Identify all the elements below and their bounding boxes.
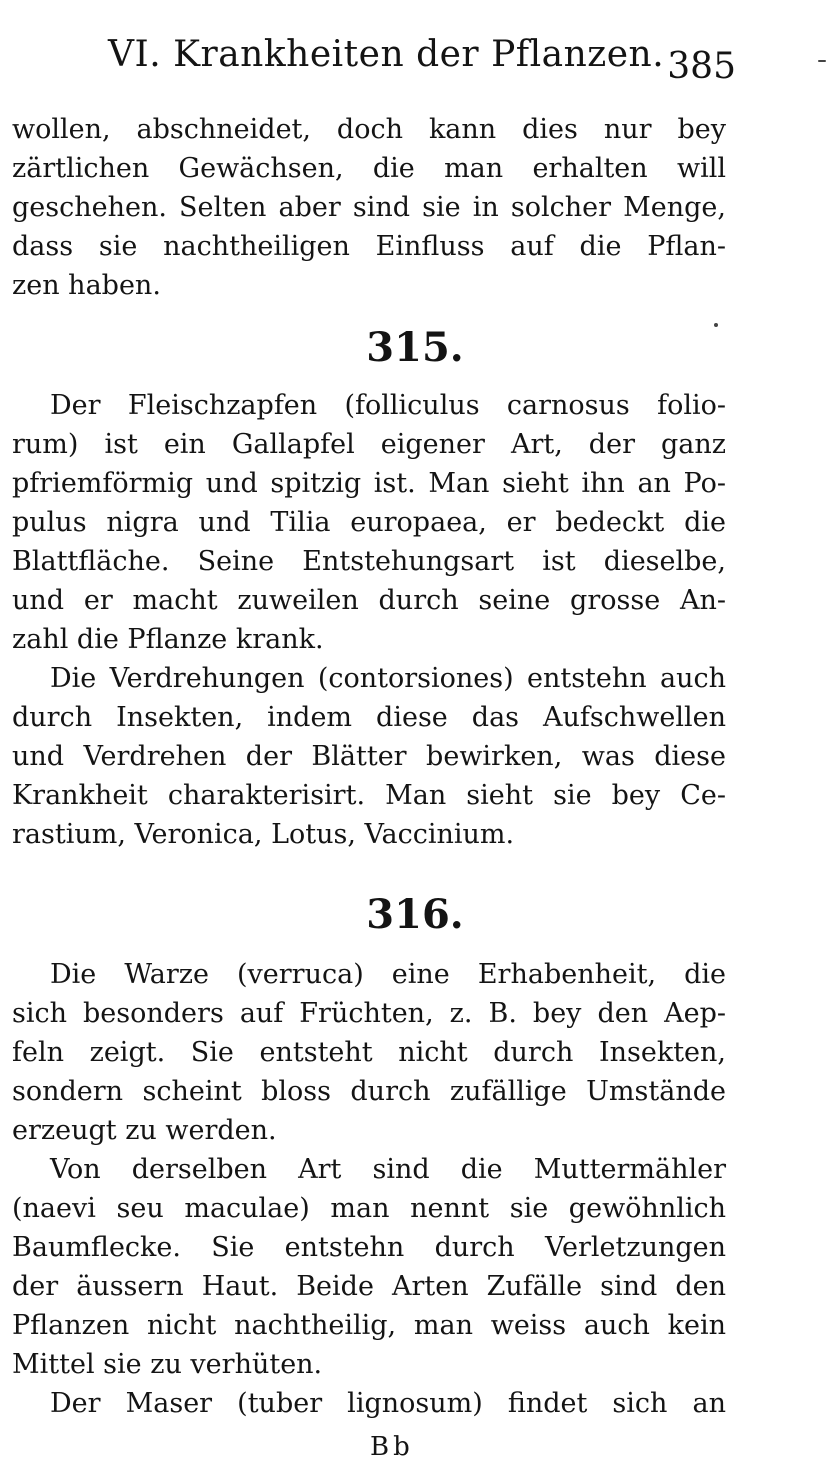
signature-mark: Bb bbox=[370, 1432, 414, 1462]
text-line: zärtlichen Gewächsen, die man erhalten will bbox=[12, 153, 726, 184]
text-line: sich besonders auf Früchten, z. B. bey den Aep- bbox=[12, 998, 726, 1029]
text-line: feln zeigt. Sie entsteht nicht durch Insekten, bbox=[12, 1037, 726, 1068]
text-line: Der Fleischzapfen (folliculus carnosus folio- bbox=[50, 390, 726, 421]
text-line: wollen, abschneidet, doch kann dies nur bey bbox=[12, 114, 726, 145]
text-line: Blattfläche. Seine Entstehungsart ist dieselbe, bbox=[12, 546, 726, 577]
text-line: Mittel sie zu verhüten. bbox=[12, 1349, 323, 1380]
section-heading-316: 316. bbox=[366, 891, 464, 938]
text-line: durch Insekten, indem diese das Aufschwellen bbox=[12, 702, 726, 733]
running-head: VI. Krankheiten der Pflanzen. bbox=[108, 34, 665, 75]
text-line: zahl die Pflanze krank. bbox=[12, 624, 324, 655]
section-heading-315: 315. bbox=[366, 324, 464, 371]
page-number: 385 bbox=[667, 46, 736, 87]
text-line: Krankheit charakterisirt. Man sieht sie bey Ce- bbox=[12, 780, 726, 811]
text-line: dass sie nachtheiligen Einfluss auf die Pflan- bbox=[12, 231, 726, 262]
text-line: der äussern Haut. Beide Arten Zufälle sind den bbox=[12, 1271, 726, 1302]
scan-speck bbox=[818, 60, 826, 62]
text-line: (naevi seu maculae) man nennt sie gewöhnlich bbox=[12, 1193, 726, 1224]
text-line: und Verdrehen der Blätter bewirken, was diese bbox=[12, 741, 726, 772]
text-line: Der Maser (tuber lignosum) findet sich an bbox=[50, 1388, 726, 1419]
scan-speck bbox=[714, 323, 718, 327]
text-line: erzeugt zu werden. bbox=[12, 1115, 277, 1146]
text-line: Baumflecke. Sie entstehn durch Verletzungen bbox=[12, 1232, 726, 1263]
text-line: pulus nigra und Tilia europaea, er bedeckt die bbox=[12, 507, 726, 538]
text-line: Die Warze (verruca) eine Erhabenheit, die bbox=[50, 959, 726, 990]
text-line: Pflanzen nicht nachtheilig, man weiss auch kein bbox=[12, 1310, 726, 1341]
text-line: Die Verdrehungen (contorsiones) entstehn auch bbox=[50, 663, 726, 694]
text-line: geschehen. Selten aber sind sie in solcher Menge, bbox=[12, 192, 726, 223]
page-header bbox=[108, 28, 738, 88]
text-line: pfriemförmig und spitzig ist. Man sieht ihn an Po- bbox=[12, 468, 726, 499]
text-line: sondern scheint bloss durch zufällige Umstände bbox=[12, 1076, 726, 1107]
text-line: rum) ist ein Gallapfel eigener Art, der ganz bbox=[12, 429, 726, 460]
text-line: und er macht zuweilen durch seine grosse An- bbox=[12, 585, 726, 616]
text-line: Von derselben Art sind die Muttermähler bbox=[50, 1154, 726, 1185]
text-line: zen haben. bbox=[12, 270, 161, 301]
text-line: rastium, Veronica, Lotus, Vaccinium. bbox=[12, 819, 515, 850]
